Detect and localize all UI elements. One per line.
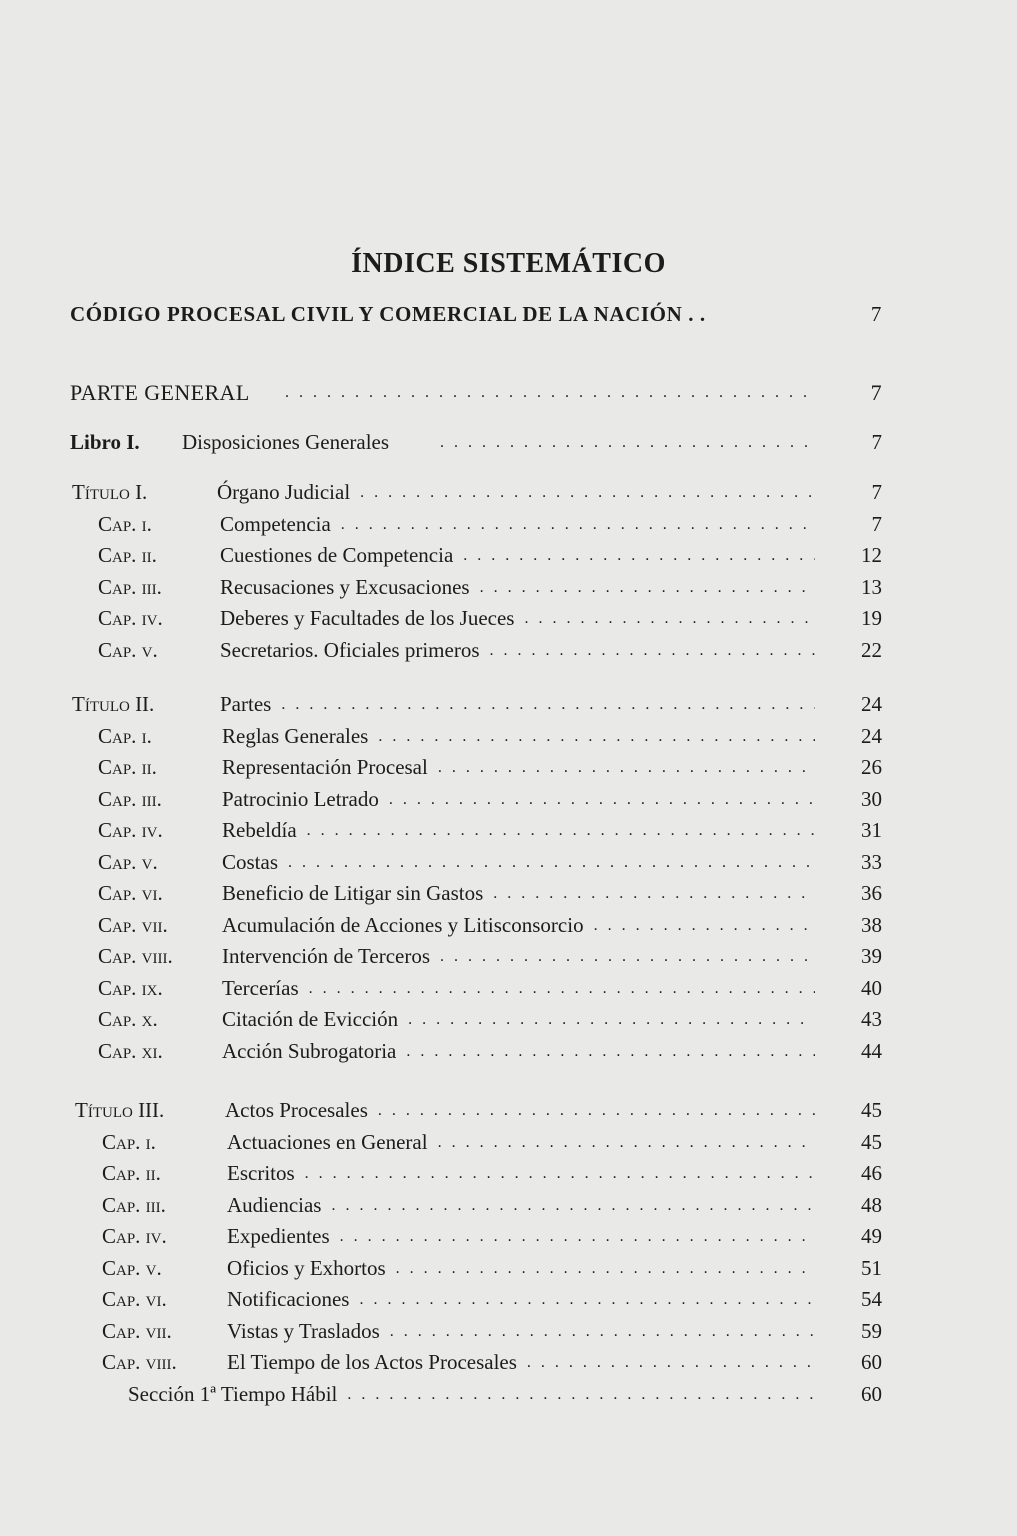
entry-page: 7 <box>870 302 882 326</box>
entry-page: 22 <box>861 638 882 662</box>
entry-label: Notificaciones <box>227 1287 350 1311</box>
dot-leader <box>307 818 815 844</box>
entry-number: Cap. iii. <box>102 1193 166 1217</box>
entry-label: Reglas Generales <box>222 724 369 748</box>
chapter-entry <box>0 1007 1017 1039</box>
dot-leader <box>341 512 815 538</box>
entry-number: Cap. vi. <box>102 1287 167 1311</box>
entry-label: Actos Procesales <box>225 1098 368 1122</box>
dot-leader <box>480 575 815 601</box>
entry-number: Título II. <box>72 692 155 716</box>
entry-label: Disposiciones Generales <box>182 430 390 454</box>
chapter-entry <box>0 787 1017 819</box>
entry-label: Competencia <box>220 512 331 536</box>
book-entry <box>0 430 1017 462</box>
entry-label: Tercerías <box>222 976 299 1000</box>
dot-leader <box>331 1193 815 1219</box>
chapter-entry <box>0 850 1017 882</box>
entry-page: 48 <box>861 1193 882 1217</box>
chapter-entry <box>0 755 1017 787</box>
entry-page: 13 <box>861 575 882 599</box>
entry-number: Cap. ii. <box>102 1161 161 1185</box>
entry-label: Beneficio de Litigar sin Gastos <box>222 881 484 905</box>
chapter-entry <box>0 1161 1017 1193</box>
dot-leader <box>463 543 815 569</box>
entry-label: Patrocinio Letrado <box>222 787 379 811</box>
dot-leader <box>396 1256 815 1282</box>
entry-page: 45 <box>861 1098 882 1122</box>
dot-leader <box>285 380 815 406</box>
dot-leader <box>408 1007 815 1033</box>
chapter-entry <box>0 606 1017 638</box>
entry-label: El Tiempo de los Actos Procesales <box>227 1350 517 1374</box>
chapter-entry <box>0 913 1017 945</box>
entry-page: 40 <box>861 976 882 1000</box>
entry-label: Recusaciones y Excusaciones <box>220 575 470 599</box>
entry-page: 45 <box>861 1130 882 1154</box>
chapter-entry <box>0 512 1017 544</box>
entry-label: Escritos <box>227 1161 295 1185</box>
dot-leader <box>340 1224 815 1250</box>
dot-leader <box>309 976 815 1002</box>
entry-number: Título III. <box>75 1098 165 1122</box>
chapter-entry <box>0 1256 1017 1288</box>
dot-leader <box>281 692 815 718</box>
entry-number: Cap. ii. <box>98 543 157 567</box>
entry-number: Cap. i. <box>98 512 152 536</box>
entry-number: Cap. v. <box>102 1256 162 1280</box>
entry-number: Título I. <box>72 480 148 504</box>
entry-page: 43 <box>861 1007 882 1031</box>
dot-leader <box>493 881 815 907</box>
entry-page: 7 <box>871 512 882 536</box>
entry-label: Representación Procesal <box>222 755 428 779</box>
entry-number: Cap. viii. <box>98 944 173 968</box>
entry-label: Vistas y Traslados <box>227 1319 380 1343</box>
entry-page: 24 <box>861 724 882 748</box>
entry-label: Intervención de Terceros <box>222 944 431 968</box>
entry-page: 33 <box>861 850 882 874</box>
entry-page: 60 <box>861 1350 882 1374</box>
chapter-entry <box>0 543 1017 575</box>
chapter-entry <box>0 575 1017 607</box>
dot-leader <box>360 480 815 506</box>
entry-label: CÓDIGO PROCESAL CIVIL Y COMERCIAL DE LA NACIÓN . . <box>70 302 706 326</box>
entry-number: Cap. iii. <box>98 787 162 811</box>
code-entry <box>0 302 1017 334</box>
chapter-entry <box>0 724 1017 756</box>
section-entry <box>0 1382 1017 1414</box>
entry-label: PARTE GENERAL <box>70 380 250 405</box>
entry-page: 7 <box>871 430 882 454</box>
entry-number: Cap. iv. <box>98 818 163 842</box>
entry-page: 12 <box>861 543 882 567</box>
entry-label: Acción Subrogatoria <box>222 1039 397 1063</box>
part-entry <box>0 380 1017 412</box>
chapter-entry <box>0 1319 1017 1351</box>
entry-number: Cap. v. <box>98 638 158 662</box>
entry-number: Cap. ix. <box>98 976 163 1000</box>
dot-leader <box>440 430 815 456</box>
index-title: ÍNDICE SISTEMÁTICO <box>351 248 666 279</box>
dot-leader <box>594 913 815 939</box>
chapter-entry <box>0 944 1017 976</box>
entry-label: Rebeldía <box>222 818 297 842</box>
chapter-entry <box>0 818 1017 850</box>
entry-number: Cap. v. <box>98 850 158 874</box>
entry-label: Actuaciones en General <box>227 1130 428 1154</box>
entry-page: 7 <box>871 480 882 504</box>
chapter-entry <box>0 1039 1017 1071</box>
entry-label: Audiencias <box>227 1193 322 1217</box>
entry-page: 31 <box>861 818 882 842</box>
dot-leader <box>438 755 815 781</box>
chapter-entry <box>0 1350 1017 1382</box>
entry-label: Citación de Evicción <box>222 1007 399 1031</box>
entry-number: Cap. xi. <box>98 1039 163 1063</box>
dot-leader <box>406 1039 815 1065</box>
dot-leader <box>389 787 815 813</box>
entry-number: Cap. vii. <box>102 1319 172 1343</box>
entry-label: Secretarios. Oficiales primeros <box>220 638 480 662</box>
dot-leader <box>359 1287 815 1313</box>
chapter-entry <box>0 976 1017 1008</box>
entry-label: Cuestiones de Competencia <box>220 543 454 567</box>
entry-page: 46 <box>861 1161 882 1185</box>
dot-leader <box>527 1350 815 1376</box>
entry-number: Cap. iii. <box>98 575 162 599</box>
entry-page: 7 <box>870 380 882 405</box>
titulo-entry <box>0 692 1017 724</box>
entry-label: Expedientes <box>227 1224 330 1248</box>
entry-page: 24 <box>861 692 882 716</box>
entry-number: Cap. vi. <box>98 881 163 905</box>
chapter-entry <box>0 881 1017 913</box>
entry-page: 54 <box>861 1287 882 1311</box>
dot-leader <box>438 1130 815 1156</box>
entry-label: Costas <box>222 850 279 874</box>
chapter-entry <box>0 1130 1017 1162</box>
dot-leader <box>440 944 815 970</box>
entry-page: 36 <box>861 881 882 905</box>
entry-page: 39 <box>861 944 882 968</box>
entry-page: 44 <box>861 1039 882 1063</box>
dot-leader <box>524 606 815 632</box>
entry-label: Partes <box>220 692 272 716</box>
entry-number: Cap. viii. <box>102 1350 177 1374</box>
titulo-entry <box>0 1098 1017 1130</box>
entry-label: Deberes y Facultades de los Jueces <box>220 606 515 630</box>
entry-page: 30 <box>861 787 882 811</box>
chapter-entry <box>0 1224 1017 1256</box>
dot-leader <box>490 638 816 664</box>
dot-leader <box>378 724 815 750</box>
entry-number: Cap. i. <box>102 1130 156 1154</box>
chapter-entry <box>0 638 1017 670</box>
entry-number: Cap. iv. <box>102 1224 167 1248</box>
chapter-entry <box>0 1287 1017 1319</box>
dot-leader <box>378 1098 815 1124</box>
entry-label: Acumulación de Acciones y Litisconsorcio <box>222 913 584 937</box>
entry-page: 59 <box>861 1319 882 1343</box>
dot-leader <box>305 1161 815 1187</box>
entry-page: 51 <box>861 1256 882 1280</box>
entry-number: Cap. x. <box>98 1007 158 1031</box>
entry-label: Órgano Judicial <box>217 480 351 504</box>
entry-number: Cap. iv. <box>98 606 163 630</box>
entry-number: Cap. ii. <box>98 755 157 779</box>
chapter-entry <box>0 1193 1017 1225</box>
entry-page: 26 <box>861 755 882 779</box>
entry-page: 38 <box>861 913 882 937</box>
entry-number: Libro I. <box>70 430 140 454</box>
entry-page: 19 <box>861 606 882 630</box>
entry-label: Sección 1ª Tiempo Hábil <box>128 1382 338 1406</box>
titulo-entry <box>0 480 1017 512</box>
dot-leader <box>390 1319 815 1345</box>
dot-leader <box>288 850 815 876</box>
entry-number: Cap. vii. <box>98 913 168 937</box>
entry-number: Cap. i. <box>98 724 152 748</box>
dot-leader <box>347 1382 815 1408</box>
entry-page: 49 <box>861 1224 882 1248</box>
entry-label: Oficios y Exhortos <box>227 1256 386 1280</box>
entry-page: 60 <box>861 1382 882 1406</box>
